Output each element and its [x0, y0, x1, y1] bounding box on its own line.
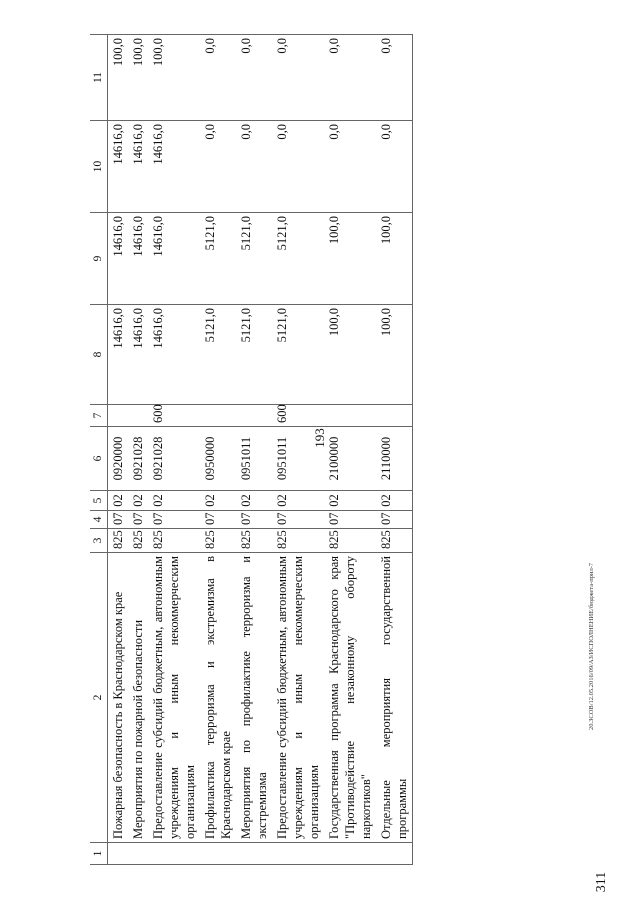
column-header: 4 [90, 511, 107, 529]
column-header: 10 [90, 121, 107, 213]
table-row [376, 35, 413, 865]
cell-c6: 0951011 [272, 427, 324, 491]
cell-c9: 5121,0 [236, 213, 272, 305]
cell-c11: 100,0 [128, 35, 148, 121]
cell-c5: 02 [376, 491, 413, 511]
row-name-cell: Предоставление субсидий бюджетным, автономным учреждениям и иным некоммерческим организациям [148, 553, 200, 843]
cell-c4: 07 [107, 511, 128, 529]
cell-c8: 100,0 [376, 305, 413, 405]
row-index-cell [272, 843, 324, 865]
cell-c8: 14616,0 [128, 305, 148, 405]
table-row [324, 35, 376, 865]
cell-c6: 2110000 [376, 427, 413, 491]
row-index-cell [376, 843, 413, 865]
cell-c7: 600 [148, 405, 200, 427]
cell-c11: 100,0 [107, 35, 128, 121]
cell-c5: 02 [272, 491, 324, 511]
cell-c10: 0,0 [272, 121, 324, 213]
cell-c3: 825 [200, 529, 236, 553]
row-name-cell: Мероприятия по пожарной безопасности [128, 553, 148, 843]
cell-c3: 825 [128, 529, 148, 553]
cell-c7 [376, 405, 413, 427]
cell-c9: 14616,0 [107, 213, 128, 305]
column-header: 11 [90, 35, 107, 121]
cell-c3: 825 [272, 529, 324, 553]
cell-c8: 5121,0 [272, 305, 324, 405]
cell-c7 [236, 405, 272, 427]
table-row [128, 35, 148, 865]
cell-c5: 02 [148, 491, 200, 511]
row-index-cell [200, 843, 236, 865]
cell-c4: 07 [324, 511, 376, 529]
cell-c10: 14616,0 [148, 121, 200, 213]
cell-c10: 0,0 [376, 121, 413, 213]
cell-c10: 0,0 [236, 121, 272, 213]
cell-c11: 0,0 [272, 35, 324, 121]
column-header: 8 [90, 305, 107, 405]
cell-c4: 07 [128, 511, 148, 529]
cell-c7: 600 [272, 405, 324, 427]
page-number: 193 [312, 428, 327, 448]
cell-c3: 825 [148, 529, 200, 553]
cell-c10: 14616,0 [107, 121, 128, 213]
table-row [200, 35, 236, 865]
cell-c9: 100,0 [376, 213, 413, 305]
row-name-cell: Предоставление субсидий бюджетным, автономным учреждениям и иным некоммерческим организациям [272, 553, 324, 843]
column-header: 1 [90, 843, 107, 865]
column-header: 3 [90, 529, 107, 553]
cell-c5: 02 [236, 491, 272, 511]
cell-c4: 07 [148, 511, 200, 529]
row-name-cell: Отдельные мероприятия государственной программы [376, 553, 413, 843]
rotated-table-container [90, 35, 580, 865]
table-row [107, 35, 128, 865]
cell-c6: 0951011 [236, 427, 272, 491]
cell-c8: 5121,0 [236, 305, 272, 405]
sheet-number: 311 [594, 871, 609, 893]
table-row [148, 35, 200, 865]
cell-c4: 07 [236, 511, 272, 529]
cell-c4: 07 [376, 511, 413, 529]
cell-c5: 02 [107, 491, 128, 511]
cell-c11: 100,0 [148, 35, 200, 121]
table-row [236, 35, 272, 865]
cell-c5: 02 [128, 491, 148, 511]
cell-c10: 0,0 [200, 121, 236, 213]
cell-c3: 825 [376, 529, 413, 553]
column-header: 7 [90, 405, 107, 427]
table-body [107, 35, 412, 865]
column-header: 2 [90, 553, 107, 843]
cell-c11: 0,0 [236, 35, 272, 121]
cell-c4: 07 [272, 511, 324, 529]
row-name-cell: Пожарная безопасность в Краснодарском крае [107, 553, 128, 843]
cell-c7 [324, 405, 376, 427]
cell-c11: 0,0 [376, 35, 413, 121]
row-name-cell: Профилактика терроризма и экстремизма в Краснодарском крае [200, 553, 236, 843]
row-index-cell [148, 843, 200, 865]
column-header: 5 [90, 491, 107, 511]
column-header: 6 [90, 427, 107, 491]
cell-c8: 5121,0 [200, 305, 236, 405]
row-name-cell: Мероприятия по профилактике терроризма и экстремизма [236, 553, 272, 843]
cell-c5: 02 [324, 491, 376, 511]
cell-c9: 100,0 [324, 213, 376, 305]
cell-c8: 14616,0 [148, 305, 200, 405]
cell-c9: 5121,0 [272, 213, 324, 305]
cell-c8: 14616,0 [107, 305, 128, 405]
cell-c6: 2100000 [324, 427, 376, 491]
cell-c11: 0,0 [200, 35, 236, 121]
cell-c6: 0950000 [200, 427, 236, 491]
budget-table [90, 34, 413, 865]
cell-c8: 100,0 [324, 305, 376, 405]
cell-c9: 14616,0 [128, 213, 148, 305]
cell-c9: 14616,0 [148, 213, 200, 305]
cell-c7 [107, 405, 128, 427]
cell-c10: 0,0 [324, 121, 376, 213]
row-index-cell [236, 843, 272, 865]
cell-c10: 14616,0 [128, 121, 148, 213]
row-index-cell [324, 843, 376, 865]
row-index-cell [128, 843, 148, 865]
cell-c3: 825 [324, 529, 376, 553]
table-row [272, 35, 324, 865]
document-footer-stamp: 20.ЗСОВ/12.05.2016/09/АЗ/ИСПОЛНЕНИЕ/бюджета-прил-7 [588, 562, 595, 730]
cell-c6: 0920000 [107, 427, 128, 491]
cell-c3: 825 [107, 529, 128, 553]
table-header-row [90, 35, 107, 865]
row-name-cell: Государственная программа Краснодарского края "Противодействие незаконному обороту наркотиков" [324, 553, 376, 843]
cell-c7 [200, 405, 236, 427]
cell-c5: 02 [200, 491, 236, 511]
row-index-cell [107, 843, 128, 865]
cell-c4: 07 [200, 511, 236, 529]
column-header: 9 [90, 213, 107, 305]
cell-c6: 0921028 [148, 427, 200, 491]
cell-c9: 5121,0 [200, 213, 236, 305]
cell-c6: 0921028 [128, 427, 148, 491]
cell-c7 [128, 405, 148, 427]
cell-c11: 0,0 [324, 35, 376, 121]
cell-c3: 825 [236, 529, 272, 553]
